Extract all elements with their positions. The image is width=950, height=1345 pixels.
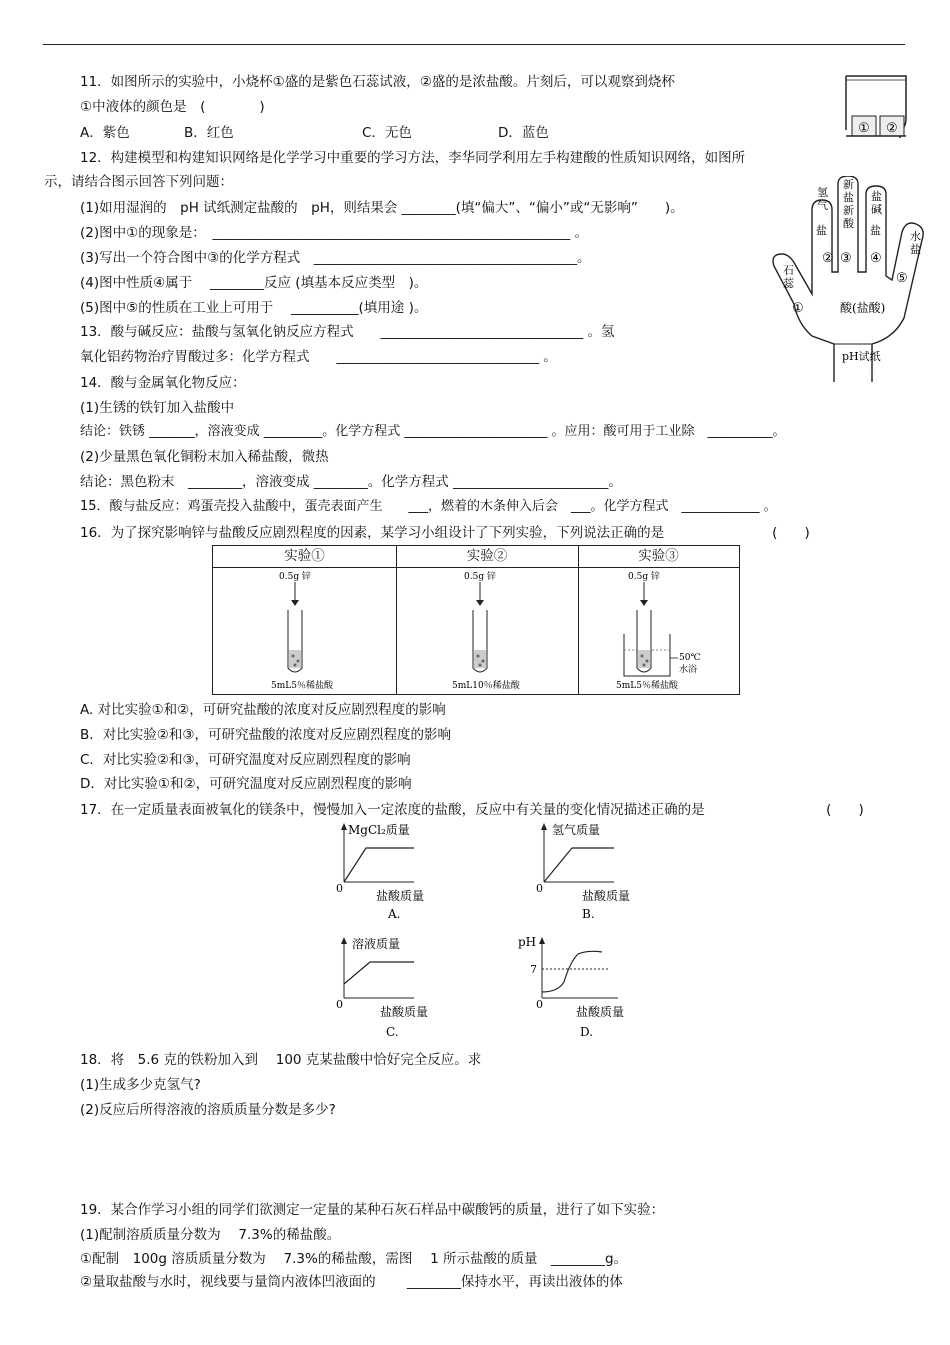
graph-b-ylabel: 氢气质量 (552, 823, 601, 837)
bath-temp: 50℃ (679, 653, 701, 663)
graph-a-origin: 0 (336, 882, 343, 895)
graph-c-xlabel: 盐酸质量 (380, 1005, 429, 1019)
hand-figure (768, 176, 940, 386)
graph-b-letter: B. (582, 907, 595, 920)
q17-stem: 17．在一定质量表面被氧化的镁条中，慢慢加入一定浓度的盐酸，反应中有关量的变化情况描述正确的是 ( ) (80, 802, 864, 818)
zinc-label-2: 0.5g 锌 (464, 572, 496, 582)
graph-a-xlabel: 盐酸质量 (376, 889, 425, 903)
beaker-2-label: ② (886, 121, 898, 136)
q14-line5: 结论：黑色粉末 ________，溶液变成 ________。化学方程式 _______________________。 (80, 474, 622, 490)
graph-d-letter: D. (580, 1025, 594, 1039)
q11-stem-line1: 11．如图所示的实验中，小烧杯①盛的是紫色石蕊试液，②盛的是浓盐酸。片刻后，可以观察到烧杯 (80, 74, 675, 90)
q12-stem-line2: 示，请结合图示回答下列问题： (44, 174, 233, 190)
q12-stem-line1: 12．构建模型和构建知识网络是化学学习中重要的学习方法，李华同学利用左手构建酸的性质知识网络，如图所 (80, 150, 746, 166)
q14-line2: (1)生锈的铁钉加入盐酸中 (80, 400, 235, 416)
finger-label-watersalt: 水盐 (910, 230, 921, 256)
q16-option-a: A. 对比实验①和②，可研究盐酸的浓度对反应剧烈程度的影响 (80, 702, 446, 718)
thumb-label-litmus: 石蕊 (783, 264, 794, 290)
q12-sub5: (5)图中⑤的性质在工业上可用于 __________(填用途 )。 (80, 300, 428, 316)
q12-sub1: (1)如用湿润的 pH 试纸测定盐酸的 pH，则结果会 ________(填“偏大”、“偏小”或“无影响” )。 (80, 200, 684, 216)
zinc-label-3: 0.5g 锌 (628, 572, 660, 582)
graph-d (514, 932, 654, 1042)
graph-c-ylabel: 溶液质量 (352, 937, 401, 951)
q14-line4: (2)少量黑色氧化铜粉末加入稀盐酸，微热 (80, 449, 329, 465)
q16-option-c: C．对比实验②和③，可研究温度对反应剧烈程度的影响 (80, 752, 411, 768)
q18-stem: 18．将 5.6 克的铁粉加入到 100 克某盐酸中恰好完全反应。求 (80, 1052, 482, 1068)
q19-stem: 19．某合作学习小组的同学们欲测定一定量的某种石灰石样品中碳酸钙的质量，进行了如下实验： (80, 1202, 665, 1218)
graph-b (534, 820, 654, 920)
q11-option-a: A．紫色 (80, 125, 130, 141)
hand-num-2: ② (822, 251, 834, 266)
experiment-3-header: 实验③ (578, 546, 739, 568)
graph-b-xlabel: 盐酸质量 (582, 889, 631, 903)
q19-sub1-step1: ①配制 100g 溶质质量分数为 7.3%的稀盐酸，需图 1 所示盐酸的质量 ________g。 (80, 1251, 628, 1267)
graph-b-origin: 0 (536, 882, 543, 895)
graph-d-ylabel: pH (518, 935, 537, 949)
q16-stem: 16．为了探究影响锌与盐酸反应剧烈程度的因素，某学习小组设计了下列实验，下列说法正确的是 ( ) (80, 525, 810, 541)
graph-d-mark7: 7 (530, 963, 537, 976)
q18-sub1: (1)生成多少克氢气? (80, 1077, 201, 1093)
graph-c-letter: C. (386, 1025, 399, 1039)
graph-a-letter: A. (388, 907, 401, 920)
caption-1: 5mL5％稀盐酸 (271, 681, 333, 691)
finger-label-newsalt: 新盐新酸 (843, 178, 854, 230)
finger-label-top-salt: 盐 (816, 224, 827, 237)
finger-label-saltbase: 盐碱 (871, 190, 882, 216)
zinc-label-1: 0.5g 锌 (279, 572, 311, 582)
hand-num-5: ⑤ (896, 271, 908, 286)
graph-c-origin: 0 (336, 998, 343, 1011)
experiment-2-cell (396, 546, 579, 694)
finger-label-hydrogen: 氢气 (817, 186, 828, 212)
experiment-1-cell (213, 546, 397, 694)
hand-num-3: ③ (840, 251, 852, 266)
q13-line2: 氧化铝药物治疗胃酸过多：化学方程式 ______________________________ 。 (80, 349, 557, 365)
beaker-figure (840, 72, 912, 140)
graph-c (334, 932, 454, 1042)
q19-sub1-step2: ②量取盐酸与水时，视线要与量筒内液体凹液面的 ________保持水平，再读出液体的体 (80, 1274, 623, 1290)
experiment-2-header: 实验② (396, 546, 578, 568)
q15-line1: 15．酸与盐反应：鸡蛋壳投入盐酸中，蛋壳表面产生 ___，燃着的木条伸入后会 ___。化学方程式 ____________ 。 (80, 499, 777, 514)
beaker-1-label: ① (858, 121, 870, 136)
q12-sub4: (4)图中性质④属于 ________反应 (填基本反应类型 )。 (80, 275, 428, 291)
hand-num-1: ① (792, 301, 804, 316)
q14-line1: 14．酸与金属氧化物反应： (80, 375, 246, 391)
q11-option-c: C．无色 (362, 125, 412, 141)
top-rule (43, 44, 905, 45)
graph-a (334, 820, 454, 920)
q19-sub1: (1)配制溶质质量分数为 7.3%的稀盐酸。 (80, 1227, 341, 1243)
q14-line3: 结论：铁锈 _______，溶液变成 _________。化学方程式 ______________________ 。应用：酸可用于工业除 __________。 (80, 424, 786, 439)
q12-sub2: (2)图中①的现象是： _____________________________________________________ 。 (80, 225, 589, 241)
experiment-3-cell (578, 546, 739, 694)
wrist-label-ph: pH试纸 (842, 350, 881, 363)
hand-num-4: ④ (870, 251, 882, 266)
finger-label-top-salt2: 盐 (870, 224, 881, 237)
experiment-table (212, 545, 740, 695)
experiment-1-header: 实验① (213, 546, 396, 568)
graph-a-ylabel: MgCl₂质量 (348, 823, 410, 837)
graph-d-xlabel: 盐酸质量 (576, 1005, 625, 1019)
q11-option-d: D．蓝色 (498, 125, 549, 141)
bath-label: 水浴 (679, 665, 698, 675)
caption-2: 5mL10％稀盐酸 (452, 681, 520, 691)
graph-d-origin: 0 (536, 998, 543, 1011)
q16-option-d: D．对比实验①和②，可研究温度对反应剧烈程度的影响 (80, 776, 412, 792)
q11-option-b: B．红色 (184, 125, 234, 141)
q11-stem-line2: ①中液体的颜色是 ( ) (80, 99, 265, 115)
q16-option-b: B．对比实验②和③，可研究盐酸的浓度对反应剧烈程度的影响 (80, 727, 451, 743)
q12-sub3: (3)写出一个符合图中③的化学方程式 _______________________________________。 (80, 250, 591, 266)
palm-label-acid: 酸(盐酸) (840, 301, 886, 315)
caption-3: 5mL5％稀盐酸 (616, 681, 678, 691)
q13-line1: 13．酸与碱反应：盐酸与氢氧化钠反应方程式 ______________________________ 。氢 (80, 324, 615, 340)
q18-sub2: (2)反应后所得溶液的溶质质量分数是多少? (80, 1102, 336, 1118)
